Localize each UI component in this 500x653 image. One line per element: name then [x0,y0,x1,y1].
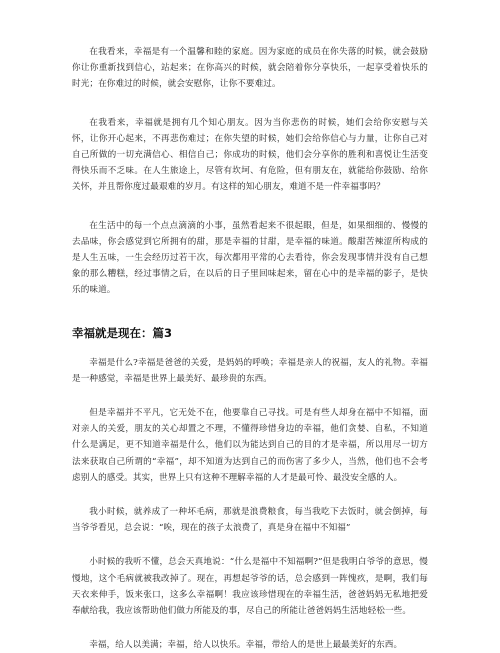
paragraph-friends: 在我看来，幸福就是拥有几个知心朋友。因为当你悲伤的时候，她们会给你安慰与关怀，让你开心起来，不再悲伤难过；在你失望的时候，她们会给你信心与力量，让你自己对自己所做的一切充满信心、相信自己；你成功的时候，他们会分享你的胜利和喜悦让生活变得快乐而不乏味。在人生旅途上，尽管有坎坷、有危险，但有朋友在，就能给你鼓励、给你关怀，并且帮你度过最艰难的岁月。有这样的知心朋友，难道不是一件幸福事吗？ [72,117,428,193]
paragraph-grandpa-words: 小时候的我听不懂，总会天真地说：“什么是福中不知福啊?”但是我明白爷爷的意思，慢慢地，这个毛病就被我改掉了。现在，再想起爷爷的话，总会感到一阵愧疚，是啊，我们每天衣来伸手，饭来张口，这多么幸福啊！我应该珍惜现在的幸福生活，爸爸妈妈无私地把爱奉献给我，我应该帮助他们做力所能及的事，尽自己的所能让爸爸妈妈生活地轻松一些。 [72,557,428,617]
paragraph-what-is-happiness: 幸福是什么?幸福是爸爸的关爱，是妈妈的呼唤；幸福是亲人的祝福，友人的礼物。幸福是一种感觉，幸福是世界上最美好、最珍贵的东西。 [72,357,428,384]
paragraph-conclusion: 幸福，给人以美满；幸福，给人以快乐。幸福，带给人的是世上最最美好的东西。 [89,640,403,651]
paragraph-family: 在我看来，幸福是有一个温馨和睦的家庭。因为家庭的成员在你失落的时候，就会鼓励你让你重新找到信心，站起来；在你高兴的时候，就会陪着你分享快乐，一起享受着快乐的时光；在你难过的时候，就会安慰你，让你不要难过。 [72,47,428,90]
paragraph-childhood-habit: 我小时候，就养成了一种坏毛病，那就是浪费粮食，每当我吃下去饭时，就会倒掉，每当爷爷看见，总会说：“唉，现在的孩子太浪费了，真是身在福中不知福” [72,507,428,534]
section-heading: 幸福就是现在：篇3 [72,325,173,340]
paragraph-small-things: 在生活中的每一个点点滴滴的小事，虽然看起来不很起眼，但是，如果细细的、慢慢的去品味，你会感觉到它所拥有的甜，那是幸福的甘甜，是幸福的味道。酸甜苦辣涩所构成的是人生五味，一生会经历过若干次，每次都用平常的心去看待，你会发现事情并没有自己想象的那么糟糕，经过事情之后，在以后的日子里回味起来，留在心中的是幸福的影子，是快乐的味道。 [72,220,428,296]
paragraph-not-ordinary: 但是幸福并不平凡，它无处不在，他要靠自己寻找。可是有些人却身在福中不知福，面对亲人的关爱，朋友的关心却置之不理，不懂得珍惜身边的幸福，他们贪婪、自私，不知道什么是满足，更不知道幸福是什么，他们以为能达到自己的目的才是幸福，所以用尽一切方法来获取自己所谓的“幸福”，却不知道为达到自己的而伤害了多少人，当然，他们也不会考虑别人的感受。其实，世界上只有这种不理解幸福的人才是最可怜、最没安全感的人。 [72,408,428,483]
